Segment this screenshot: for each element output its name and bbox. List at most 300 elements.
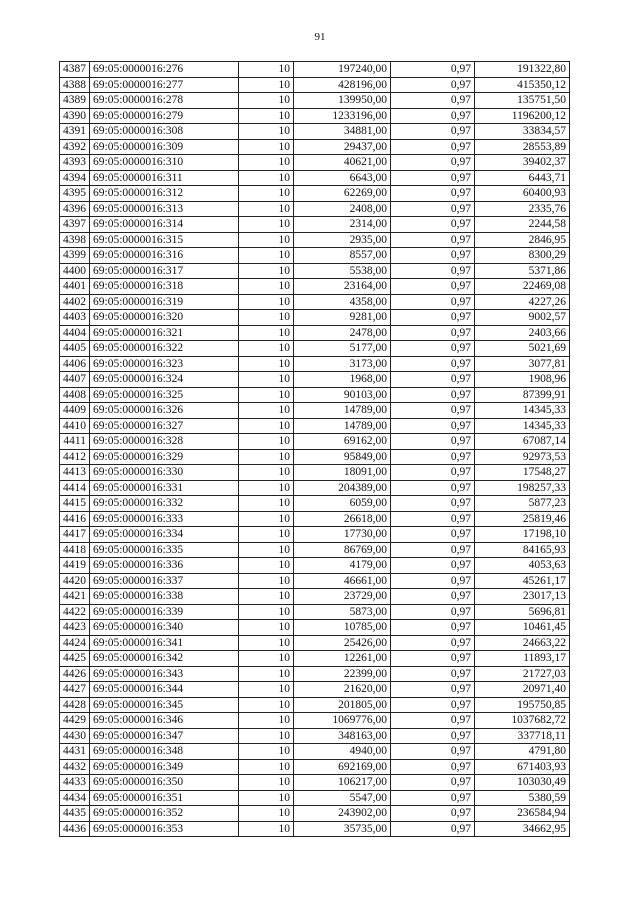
result-cell: 23017,13 [475,589,570,605]
result-cell: 20971,40 [475,682,570,698]
quantity-cell: 10 [239,232,294,248]
table-row [60,573,570,589]
coefficient-cell: 0,97 [391,232,475,248]
row-number-cell: 4426 [60,666,90,682]
coefficient-cell: 0,97 [391,573,475,589]
coefficient-cell: 0,97 [391,666,475,682]
result-cell: 5877,23 [475,496,570,512]
coefficient-cell: 0,97 [391,604,475,620]
row-number-cell: 4406 [60,356,90,372]
value-cell: 29437,00 [294,139,391,155]
result-cell: 14345,33 [475,418,570,434]
quantity-cell: 10 [239,542,294,558]
quantity-cell: 10 [239,620,294,636]
quantity-cell: 10 [239,604,294,620]
result-cell: 24663,22 [475,635,570,651]
quantity-cell: 10 [239,744,294,760]
coefficient-cell: 0,97 [391,697,475,713]
result-cell: 195750,85 [475,697,570,713]
cadastral-number-cell: 69:05:0000016:334 [90,527,239,543]
quantity-cell: 10 [239,682,294,698]
table-row [60,403,570,419]
result-cell: 3077,81 [475,356,570,372]
quantity-cell: 10 [239,589,294,605]
result-cell: 1908,96 [475,372,570,388]
coefficient-cell: 0,97 [391,124,475,140]
quantity-cell: 10 [239,759,294,775]
table-row [60,527,570,543]
value-cell: 23164,00 [294,279,391,295]
table-row [60,263,570,279]
value-cell: 2314,00 [294,217,391,233]
row-number-cell: 4421 [60,589,90,605]
table-row [60,248,570,264]
quantity-cell: 10 [239,527,294,543]
table-row [60,217,570,233]
cadastral-number-cell: 69:05:0000016:325 [90,387,239,403]
cadastral-number-cell: 69:05:0000016:323 [90,356,239,372]
value-cell: 348163,00 [294,728,391,744]
result-cell: 14345,33 [475,403,570,419]
coefficient-cell: 0,97 [391,542,475,558]
result-cell: 17198,10 [475,527,570,543]
quantity-cell: 10 [239,294,294,310]
row-number-cell: 4391 [60,124,90,140]
quantity-cell: 10 [239,666,294,682]
quantity-cell: 10 [239,713,294,729]
result-cell: 33834,57 [475,124,570,140]
row-number-cell: 4410 [60,418,90,434]
row-number-cell: 4424 [60,635,90,651]
cadastral-number-cell: 69:05:0000016:340 [90,620,239,636]
result-cell: 4227,26 [475,294,570,310]
quantity-cell: 10 [239,806,294,822]
result-cell: 67087,14 [475,434,570,450]
cadastral-number-cell: 69:05:0000016:331 [90,480,239,496]
result-cell: 671403,93 [475,759,570,775]
result-cell: 5696,81 [475,604,570,620]
row-number-cell: 4394 [60,170,90,186]
result-cell: 60400,93 [475,186,570,202]
cadastral-number-cell: 69:05:0000016:332 [90,496,239,512]
table-row [60,341,570,357]
value-cell: 25426,00 [294,635,391,651]
coefficient-cell: 0,97 [391,449,475,465]
result-cell: 198257,33 [475,480,570,496]
value-cell: 3173,00 [294,356,391,372]
quantity-cell: 10 [239,821,294,837]
coefficient-cell: 0,97 [391,682,475,698]
table-row [60,387,570,403]
table-row [60,155,570,171]
result-cell: 8300,29 [475,248,570,264]
row-number-cell: 4415 [60,496,90,512]
cadastral-number-cell: 69:05:0000016:320 [90,310,239,326]
quantity-cell: 10 [239,325,294,341]
table-row [60,480,570,496]
coefficient-cell: 0,97 [391,511,475,527]
row-number-cell: 4395 [60,186,90,202]
coefficient-cell: 0,97 [391,372,475,388]
coefficient-cell: 0,97 [391,310,475,326]
result-cell: 28553,89 [475,139,570,155]
cadastral-number-cell: 69:05:0000016:278 [90,93,239,109]
value-cell: 428196,00 [294,77,391,93]
quantity-cell: 10 [239,372,294,388]
quantity-cell: 10 [239,155,294,171]
row-number-cell: 4436 [60,821,90,837]
value-cell: 14789,00 [294,403,391,419]
value-cell: 6059,00 [294,496,391,512]
quantity-cell: 10 [239,248,294,264]
table-row [60,186,570,202]
value-cell: 46661,00 [294,573,391,589]
row-number-cell: 4398 [60,232,90,248]
cadastral-number-cell: 69:05:0000016:349 [90,759,239,775]
row-number-cell: 4399 [60,248,90,264]
value-cell: 204389,00 [294,480,391,496]
cadastral-number-cell: 69:05:0000016:328 [90,434,239,450]
result-cell: 45261,17 [475,573,570,589]
quantity-cell: 10 [239,263,294,279]
row-number-cell: 4434 [60,790,90,806]
cadastral-number-cell: 69:05:0000016:311 [90,170,239,186]
row-number-cell: 4429 [60,713,90,729]
table-row [60,372,570,388]
value-cell: 106217,00 [294,775,391,791]
quantity-cell: 10 [239,651,294,667]
quantity-cell: 10 [239,186,294,202]
value-cell: 9281,00 [294,310,391,326]
table-row [60,759,570,775]
table-row [60,604,570,620]
value-cell: 4358,00 [294,294,391,310]
table-row [60,682,570,698]
table-row [60,496,570,512]
value-cell: 5873,00 [294,604,391,620]
row-number-cell: 4411 [60,434,90,450]
row-number-cell: 4390 [60,108,90,124]
table-row [60,775,570,791]
quantity-cell: 10 [239,480,294,496]
coefficient-cell: 0,97 [391,356,475,372]
result-cell: 92973,53 [475,449,570,465]
cadastral-number-cell: 69:05:0000016:330 [90,465,239,481]
table-row [60,325,570,341]
quantity-cell: 10 [239,387,294,403]
table-row [60,279,570,295]
quantity-cell: 10 [239,139,294,155]
table-row [60,821,570,837]
cadastral-number-cell: 69:05:0000016:319 [90,294,239,310]
quantity-cell: 10 [239,170,294,186]
row-number-cell: 4400 [60,263,90,279]
quantity-cell: 10 [239,697,294,713]
row-number-cell: 4418 [60,542,90,558]
coefficient-cell: 0,97 [391,263,475,279]
row-number-cell: 4428 [60,697,90,713]
result-cell: 5380,59 [475,790,570,806]
quantity-cell: 10 [239,449,294,465]
cadastral-number-cell: 69:05:0000016:313 [90,201,239,217]
coefficient-cell: 0,97 [391,558,475,574]
cadastral-number-cell: 69:05:0000016:348 [90,744,239,760]
cadastral-number-cell: 69:05:0000016:276 [90,62,239,78]
table-body [60,62,570,837]
value-cell: 1968,00 [294,372,391,388]
value-cell: 5547,00 [294,790,391,806]
coefficient-cell: 0,97 [391,201,475,217]
coefficient-cell: 0,97 [391,186,475,202]
cadastral-number-cell: 69:05:0000016:309 [90,139,239,155]
quantity-cell: 10 [239,434,294,450]
row-number-cell: 4427 [60,682,90,698]
table-row [60,108,570,124]
value-cell: 5177,00 [294,341,391,357]
table-row [60,666,570,682]
cadastral-number-cell: 69:05:0000016:277 [90,77,239,93]
value-cell: 1069776,00 [294,713,391,729]
row-number-cell: 4392 [60,139,90,155]
cadastral-number-cell: 69:05:0000016:329 [90,449,239,465]
coefficient-cell: 0,97 [391,93,475,109]
coefficient-cell: 0,97 [391,155,475,171]
coefficient-cell: 0,97 [391,620,475,636]
coefficient-cell: 0,97 [391,806,475,822]
quantity-cell: 10 [239,310,294,326]
table-row [60,465,570,481]
value-cell: 6643,00 [294,170,391,186]
coefficient-cell: 0,97 [391,434,475,450]
result-cell: 2335,76 [475,201,570,217]
coefficient-cell: 0,97 [391,108,475,124]
value-cell: 197240,00 [294,62,391,78]
result-cell: 34662,95 [475,821,570,837]
row-number-cell: 4420 [60,573,90,589]
quantity-cell: 10 [239,77,294,93]
value-cell: 1233196,00 [294,108,391,124]
page-number: 91 [314,31,326,43]
quantity-cell: 10 [239,775,294,791]
quantity-cell: 10 [239,511,294,527]
row-number-cell: 4423 [60,620,90,636]
row-number-cell: 4432 [60,759,90,775]
row-number-cell: 4430 [60,728,90,744]
cadastral-number-cell: 69:05:0000016:338 [90,589,239,605]
coefficient-cell: 0,97 [391,139,475,155]
table-row [60,418,570,434]
quantity-cell: 10 [239,465,294,481]
row-number-cell: 4405 [60,341,90,357]
result-cell: 17548,27 [475,465,570,481]
coefficient-cell: 0,97 [391,589,475,605]
cadastral-number-cell: 69:05:0000016:336 [90,558,239,574]
table-row [60,697,570,713]
table-row [60,310,570,326]
row-number-cell: 4388 [60,77,90,93]
table-row [60,635,570,651]
cadastral-number-cell: 69:05:0000016:345 [90,697,239,713]
cadastral-number-cell: 69:05:0000016:346 [90,713,239,729]
cadastral-number-cell: 69:05:0000016:308 [90,124,239,140]
result-cell: 103030,49 [475,775,570,791]
value-cell: 5538,00 [294,263,391,279]
coefficient-cell: 0,97 [391,217,475,233]
row-number-cell: 4422 [60,604,90,620]
value-cell: 90103,00 [294,387,391,403]
value-cell: 26618,00 [294,511,391,527]
row-number-cell: 4414 [60,480,90,496]
result-cell: 191322,80 [475,62,570,78]
row-number-cell: 4419 [60,558,90,574]
result-cell: 21727,03 [475,666,570,682]
coefficient-cell: 0,97 [391,465,475,481]
quantity-cell: 10 [239,790,294,806]
table-row [60,511,570,527]
coefficient-cell: 0,97 [391,744,475,760]
value-cell: 12261,00 [294,651,391,667]
result-cell: 2244,58 [475,217,570,233]
value-cell: 2478,00 [294,325,391,341]
coefficient-cell: 0,97 [391,759,475,775]
value-cell: 21620,00 [294,682,391,698]
value-cell: 69162,00 [294,434,391,450]
result-cell: 84165,93 [475,542,570,558]
quantity-cell: 10 [239,341,294,357]
coefficient-cell: 0,97 [391,821,475,837]
value-cell: 34881,00 [294,124,391,140]
quantity-cell: 10 [239,728,294,744]
result-cell: 1037682,72 [475,713,570,729]
value-cell: 4940,00 [294,744,391,760]
row-number-cell: 4396 [60,201,90,217]
row-number-cell: 4407 [60,372,90,388]
row-number-cell: 4404 [60,325,90,341]
quantity-cell: 10 [239,403,294,419]
coefficient-cell: 0,97 [391,713,475,729]
table-row [60,124,570,140]
result-cell: 9002,57 [475,310,570,326]
table-row [60,232,570,248]
table-row [60,651,570,667]
value-cell: 95849,00 [294,449,391,465]
result-cell: 4053,63 [475,558,570,574]
coefficient-cell: 0,97 [391,77,475,93]
coefficient-cell: 0,97 [391,248,475,264]
cadastral-number-cell: 69:05:0000016:316 [90,248,239,264]
result-cell: 2403,66 [475,325,570,341]
result-cell: 2846,95 [475,232,570,248]
result-cell: 6443,71 [475,170,570,186]
value-cell: 692169,00 [294,759,391,775]
coefficient-cell: 0,97 [391,403,475,419]
row-number-cell: 4393 [60,155,90,171]
value-cell: 2408,00 [294,201,391,217]
quantity-cell: 10 [239,635,294,651]
quantity-cell: 10 [239,93,294,109]
quantity-cell: 10 [239,124,294,140]
cadastral-number-cell: 69:05:0000016:310 [90,155,239,171]
quantity-cell: 10 [239,201,294,217]
coefficient-cell: 0,97 [391,496,475,512]
row-number-cell: 4431 [60,744,90,760]
result-cell: 135751,50 [475,93,570,109]
cadastral-number-cell: 69:05:0000016:344 [90,682,239,698]
quantity-cell: 10 [239,573,294,589]
cadastral-number-cell: 69:05:0000016:335 [90,542,239,558]
value-cell: 14789,00 [294,418,391,434]
table-row [60,170,570,186]
value-cell: 23729,00 [294,589,391,605]
result-cell: 39402,37 [475,155,570,171]
result-cell: 87399,91 [475,387,570,403]
quantity-cell: 10 [239,217,294,233]
coefficient-cell: 0,97 [391,728,475,744]
row-number-cell: 4409 [60,403,90,419]
row-number-cell: 4387 [60,62,90,78]
cadastral-number-cell: 69:05:0000016:324 [90,372,239,388]
coefficient-cell: 0,97 [391,527,475,543]
row-number-cell: 4416 [60,511,90,527]
table-row [60,434,570,450]
table-row [60,589,570,605]
table-row [60,728,570,744]
coefficient-cell: 0,97 [391,341,475,357]
cadastral-number-cell: 69:05:0000016:341 [90,635,239,651]
value-cell: 40621,00 [294,155,391,171]
cadastral-number-cell: 69:05:0000016:337 [90,573,239,589]
row-number-cell: 4435 [60,806,90,822]
value-cell: 62269,00 [294,186,391,202]
row-number-cell: 4402 [60,294,90,310]
row-number-cell: 4397 [60,217,90,233]
cadastral-number-cell: 69:05:0000016:350 [90,775,239,791]
value-cell: 201805,00 [294,697,391,713]
row-number-cell: 4425 [60,651,90,667]
quantity-cell: 10 [239,62,294,78]
row-number-cell: 4403 [60,310,90,326]
cadastral-number-cell: 69:05:0000016:339 [90,604,239,620]
value-cell: 18091,00 [294,465,391,481]
table-row [60,62,570,78]
result-cell: 10461,45 [475,620,570,636]
result-cell: 337718,11 [475,728,570,744]
cadastral-number-cell: 69:05:0000016:326 [90,403,239,419]
value-cell: 10785,00 [294,620,391,636]
value-cell: 35735,00 [294,821,391,837]
value-cell: 22399,00 [294,666,391,682]
coefficient-cell: 0,97 [391,790,475,806]
cadastral-number-cell: 69:05:0000016:317 [90,263,239,279]
cadastral-number-cell: 69:05:0000016:352 [90,806,239,822]
row-number-cell: 4412 [60,449,90,465]
table-row [60,558,570,574]
coefficient-cell: 0,97 [391,651,475,667]
value-cell: 8557,00 [294,248,391,264]
data-table [59,61,570,837]
coefficient-cell: 0,97 [391,418,475,434]
row-number-cell: 4401 [60,279,90,295]
result-cell: 236584,94 [475,806,570,822]
result-cell: 5371,86 [475,263,570,279]
table-row [60,542,570,558]
coefficient-cell: 0,97 [391,279,475,295]
cadastral-number-cell: 69:05:0000016:333 [90,511,239,527]
coefficient-cell: 0,97 [391,635,475,651]
cadastral-number-cell: 69:05:0000016:347 [90,728,239,744]
cadastral-number-cell: 69:05:0000016:327 [90,418,239,434]
quantity-cell: 10 [239,418,294,434]
